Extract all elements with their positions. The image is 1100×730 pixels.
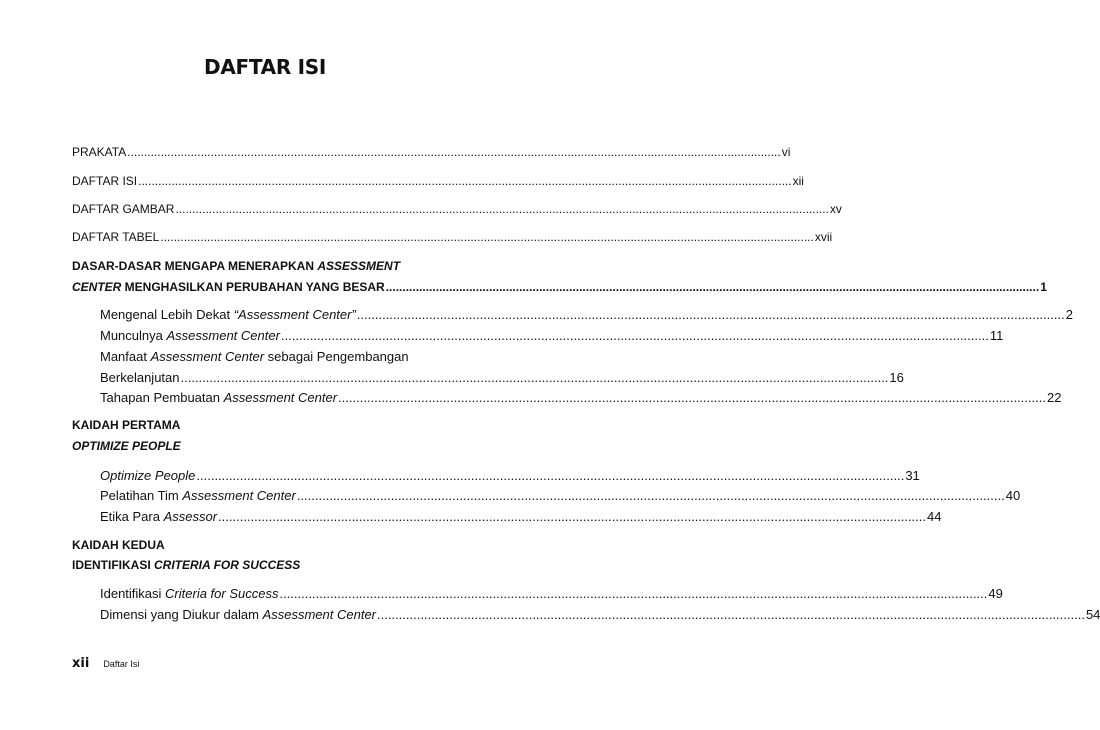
leader-dots: .................................................................................................................................................................................................... [175, 202, 829, 216]
toc-page-number: 31 [905, 468, 920, 483]
toc-entry-dimensi[interactable] [100, 607, 1100, 622]
chapter-1-heading-italic: CENTER [72, 280, 122, 294]
toc-entry-label: Identifikasi Criteria for Success [100, 586, 279, 601]
page-footer [72, 656, 139, 671]
toc-page-number: 11 [989, 328, 1004, 343]
toc-entry-prakata[interactable] [72, 145, 791, 159]
leader-dots: .................................................................................................................................................................................................... [296, 488, 1005, 503]
toc-entry-label: Pelatihan Tim Assessment Center [100, 488, 296, 503]
toc-entry-munculnya[interactable] [100, 328, 1004, 343]
toc-entry-manfaat-line1[interactable]: Manfaat Assessment Center sebagai Pengembangan [100, 349, 409, 364]
toc-page-number: xvii [814, 230, 833, 244]
toc-entry-manfaat-line2[interactable] [100, 370, 904, 385]
leader-dots: .................................................................................................................................................................................................... [338, 390, 1046, 405]
chapter-1-heading-text: DASAR-DASAR MENGAPA MENERAPKAN [72, 259, 318, 273]
chapter-1-heading-text: CENTER MENGHASILKAN PERUBAHAN YANG BESAR [72, 280, 385, 294]
page-title: DAFTAR ISI [204, 55, 326, 79]
chapter-1-heading-line2[interactable] [72, 280, 1047, 294]
leader-dots: .................................................................................................................................................................................................... [385, 280, 1040, 294]
chapter-1-heading-italic: ASSESSMENT [317, 259, 401, 273]
toc-entry-label: Optimize People [100, 468, 196, 483]
toc-entry-label: Tahapan Pembuatan Assessment Center [100, 390, 338, 405]
leader-dots: .................................................................................................................................................................................................... [138, 174, 792, 188]
toc-entry-etika[interactable] [100, 509, 942, 524]
toc-entry-mengenal[interactable] [100, 307, 1073, 322]
toc-entry-daftar-tabel[interactable] [72, 230, 833, 244]
toc-entry-daftar-gambar[interactable] [72, 202, 842, 216]
chapter-2-heading-italic: OPTIMIZE PEOPLE [72, 439, 181, 453]
toc-entry-label: DAFTAR ISI [72, 174, 138, 188]
toc-page-number: 22 [1046, 390, 1062, 405]
toc-entry-pelatihan[interactable] [100, 488, 1021, 503]
toc-entry-label: PRAKATA [72, 145, 127, 159]
toc-page-number: 1 [1040, 280, 1047, 294]
leader-dots: .................................................................................................................................................................................................... [377, 607, 1085, 622]
toc-page-number: vi [781, 145, 791, 159]
chapter-3-heading-italic: CRITERIA FOR SUCCESS [154, 558, 301, 572]
footer-page-number: xii [72, 656, 90, 671]
toc-page-number: 44 [926, 509, 942, 524]
leader-dots: .................................................................................................................................................................................................... [127, 145, 781, 159]
toc-page-number: xii [792, 174, 804, 188]
toc-page-number: 40 [1005, 488, 1021, 503]
chapter-3-heading-line2[interactable]: IDENTIFIKASI CRITERIA FOR SUCCESS [72, 558, 301, 572]
toc-page-number: xv [829, 202, 842, 216]
leader-dots: .................................................................................................................................................................................................... [356, 307, 1065, 322]
footer-label: Daftar Isi [103, 659, 140, 669]
chapter-3-heading-line1[interactable]: KAIDAH KEDUA [72, 538, 165, 552]
toc-entry-daftar-isi[interactable] [72, 174, 804, 188]
toc-entry-label: Munculnya Assessment Center [100, 328, 280, 343]
leader-dots: .................................................................................................................................................................................................... [218, 509, 926, 524]
toc-entry-label: Dimensi yang Diukur dalam Assessment Center [100, 607, 377, 622]
leader-dots: .................................................................................................................................................................................................... [160, 230, 814, 244]
toc-entry-identifikasi[interactable] [100, 586, 1003, 601]
toc-entry-label: Berkelanjutan [100, 370, 180, 385]
leader-dots: .................................................................................................................................................................................................... [280, 328, 989, 343]
toc-page-number: 49 [988, 586, 1003, 601]
toc-page-number: 54 [1085, 607, 1100, 622]
toc-page-number: 2 [1065, 307, 1073, 322]
leader-dots: .................................................................................................................................................................................................... [279, 586, 988, 601]
toc-page-number: 16 [889, 370, 904, 385]
leader-dots: .................................................................................................................................................................................................... [180, 370, 889, 385]
toc-entry-label: Etika Para Assessor [100, 509, 218, 524]
toc-entry-tahapan[interactable] [100, 390, 1062, 405]
toc-entry-label: DAFTAR TABEL [72, 230, 160, 244]
chapter-1-heading-line1[interactable] [72, 259, 400, 273]
chapter-2-heading-line1[interactable]: KAIDAH PERTAMA [72, 418, 181, 432]
leader-dots: .................................................................................................................................................................................................... [196, 468, 905, 483]
toc-entry-optimize-people[interactable] [100, 468, 920, 483]
chapter-2-heading-line2[interactable] [72, 439, 181, 453]
toc-entry-label: Mengenal Lebih Dekat “Assessment Center” [100, 307, 356, 322]
toc-entry-label: DAFTAR GAMBAR [72, 202, 175, 216]
